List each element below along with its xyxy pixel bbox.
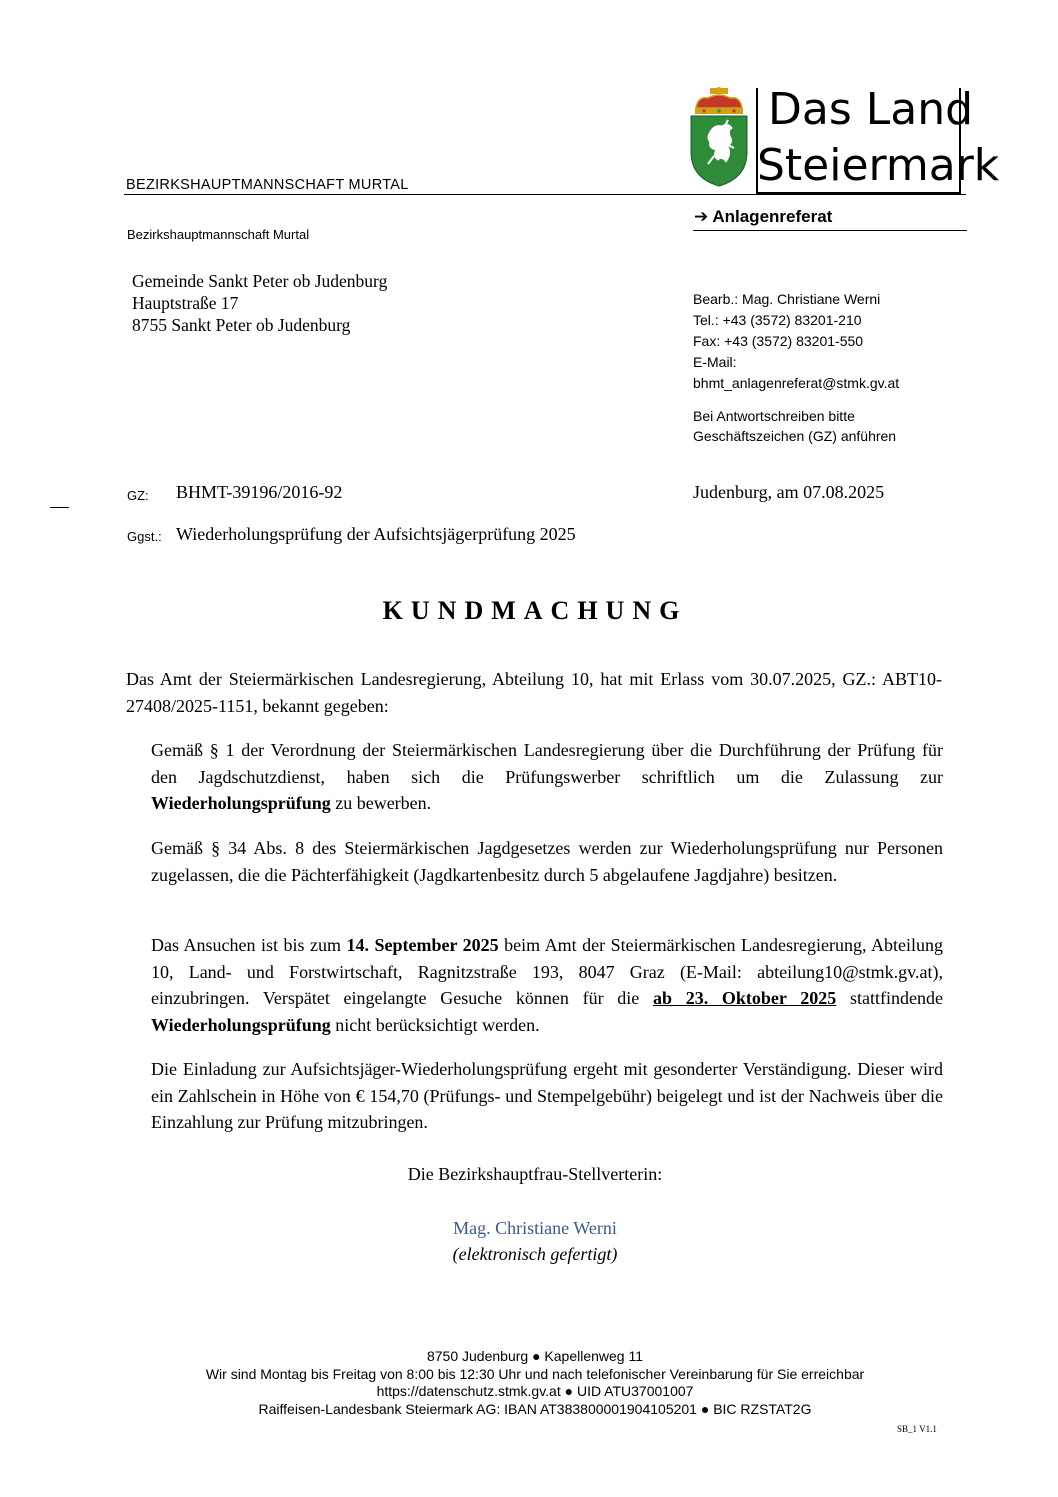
paragraph-text: Das Ansuchen ist bis zum xyxy=(151,935,347,955)
arrow-right-icon: ➔ xyxy=(694,207,709,226)
paragraph-emphasis: Wiederholungsprüfung xyxy=(151,1014,331,1035)
paragraph-deadline xyxy=(151,932,943,1038)
document-title: KUNDMACHUNG xyxy=(382,596,688,625)
footer-address: 8750 Judenburg ● Kapellenweg 11 xyxy=(426,1348,644,1364)
email-label: E-Mail: xyxy=(693,354,737,370)
paragraph-application xyxy=(151,737,943,817)
authority-header: BEZIRKSHAUPTMANNSCHAFT MURTAL xyxy=(126,177,409,193)
gz-label: GZ: xyxy=(127,488,149,503)
paragraph-text: beim Amt der Steiermärkischen Landesregierung, Abteilung 10, Land- und Forstwirtschaft, Ragnitzstraße 193, 8047 Graz (E-Mail: abteilung10@stmk.gv.at), einzubringen. Verspätet eingelangte Gesuche können für die xyxy=(151,935,943,1009)
subject-label: Ggst.: xyxy=(127,529,162,544)
footer-bank: Raiffeisen-Landesbank Steiermark AG: IBAN AT383800001904105201 ● BIC RZSTAT2G xyxy=(258,1400,812,1417)
footer-hours: Wir sind Montag bis Freitag von 8:00 bis 12:30 Uhr und nach telefonischer Vereinbarung für Sie erreichbar xyxy=(205,1365,865,1382)
phone-number: Tel.: +43 (3572) 83201-210 xyxy=(693,312,862,328)
subject-value: Wiederholungsprüfung der Aufsichtsjägerprüfung 2025 xyxy=(176,524,576,544)
department-label: Anlagenreferat xyxy=(712,207,833,226)
recipient-street: Hauptstraße 17 xyxy=(132,293,239,313)
department-heading xyxy=(694,207,832,227)
recipient-city: 8755 Sankt Peter ob Judenburg xyxy=(132,315,351,335)
footer xyxy=(0,1348,1058,1418)
paragraph-text: nicht berücksichtigt werden. xyxy=(330,1014,540,1035)
department-divider xyxy=(693,230,967,231)
gz-value: BHMT-39196/2016-92 xyxy=(176,482,343,502)
logo-text-das-land: Das Land xyxy=(768,84,974,135)
footer-privacy-uid: https://datenschutz.stmk.gv.at ● UID ATU37001007 xyxy=(376,1383,694,1399)
deadline-date: 14. September 2025 xyxy=(346,935,499,955)
header-divider xyxy=(124,194,966,195)
styrian-crest-icon xyxy=(688,86,750,188)
paragraph-eligibility: Gemäß § 34 Abs. 8 des Steiermärkischen Jagdgesetzes werden zur Wiederholungsprüfung nur Personen zugelassen, die die Pächterfähigkeit (Jagdkartenbesitz durch 5 abgelaufene Jagdjahre) besitzen. xyxy=(151,838,943,885)
logo-text-steiermark: Steiermark xyxy=(757,140,1000,191)
paragraph-invitation: Die Einladung zur Aufsichtsjäger-Wiederholungsprüfung ergeht mit gesonderter Verständigung. Dieser wird ein Zahlschein in Höhe von € 154,70 (Prüfungs- und Stempelgebühr) beigelegt und ist der Nachweis über die Einzahlung zur Prüfung mitzubringen. xyxy=(151,1059,943,1133)
form-version: SB_1 V1.1 xyxy=(897,1424,937,1434)
exam-date: ab 23. Oktober 2025 xyxy=(652,988,837,1009)
recipient-address xyxy=(132,270,387,336)
fax-number: Fax: +43 (3572) 83201-550 xyxy=(693,333,864,349)
document-date: Judenburg, am 07.08.2025 xyxy=(693,482,885,502)
paragraph-text: stattfindende xyxy=(836,988,943,1009)
signature-closing: Die Bezirkshauptfrau-Stellverterin: xyxy=(407,1164,663,1184)
intro-paragraph: Das Amt der Steiermärkischen Landesregierung, Abteilung 10, hat mit Erlass vom 30.07.2025, GZ.: ABT10-27408/2025-1151, bekannt gegeben: xyxy=(126,669,942,716)
signature-note: (elektronisch gefertigt) xyxy=(452,1244,618,1264)
paragraph-emphasis: Wiederholungsprüfung xyxy=(151,793,331,814)
recipient-name: Gemeinde Sankt Peter ob Judenburg xyxy=(132,271,388,291)
sender-line: Bezirkshauptmannschaft Murtal xyxy=(127,227,310,242)
signer-name: Mag. Christiane Werni xyxy=(453,1218,617,1238)
reply-note xyxy=(693,406,896,446)
reply-note-line: Geschäftszeichen (GZ) anführen xyxy=(693,428,897,444)
paragraph-text: zu bewerben. xyxy=(330,793,432,814)
fold-mark xyxy=(50,507,69,508)
paragraph-text: Gemäß § 1 der Verordnung der Steiermärkischen Landesregierung über die Durchführung der Prüfung für den Jagdschutzdienst, haben sich die Prüfungswerber schriftlich um die Zulassung zur xyxy=(151,740,943,787)
email-address: bhmt_anlagenreferat@stmk.gv.at xyxy=(693,375,900,391)
clerk-name: Bearb.: Mag. Christiane Werni xyxy=(693,291,881,307)
contact-block xyxy=(693,289,899,394)
reply-note-line: Bei Antwortschreiben bitte xyxy=(693,408,855,424)
